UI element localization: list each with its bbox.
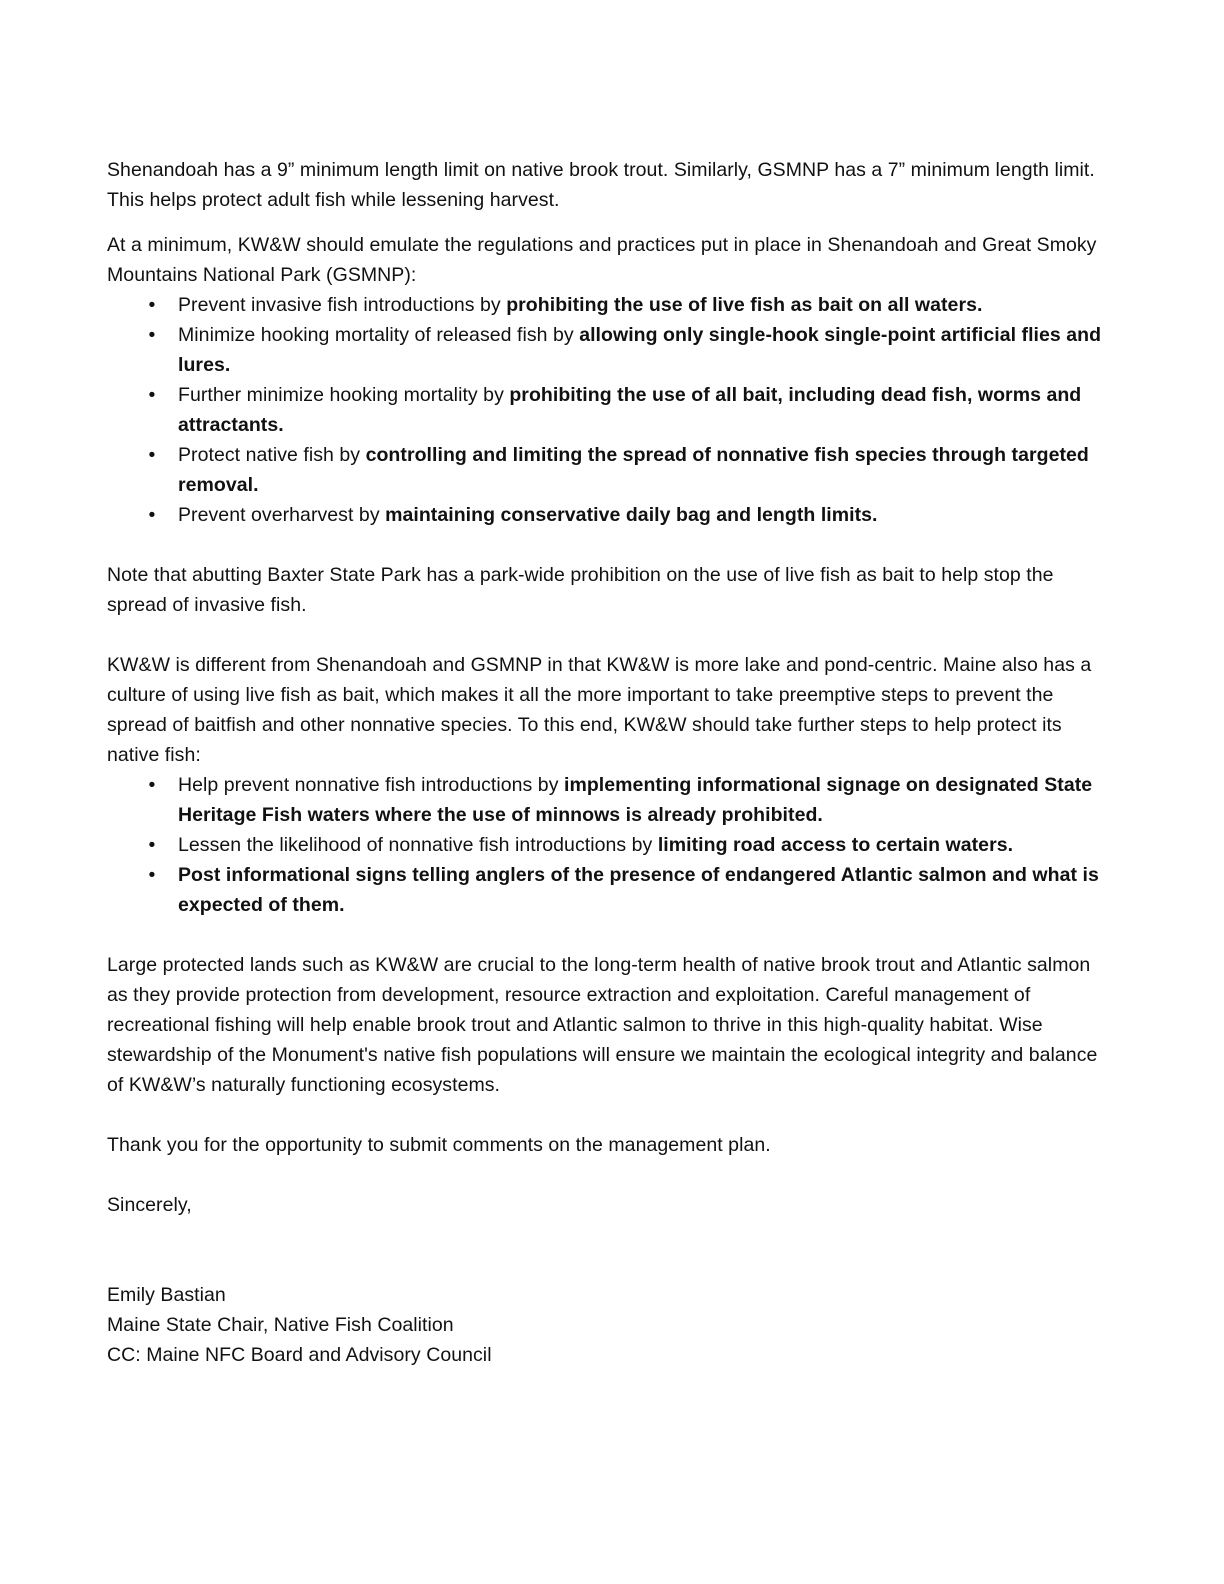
- list-item-text: Prevent invasive fish introductions by: [178, 294, 507, 316]
- bullet-icon: •: [148, 444, 156, 466]
- list-item: [107, 500, 1112, 530]
- list-item-emphasis: prohibiting the use of live fish as bait on all waters.: [506, 294, 983, 316]
- list-item: [107, 380, 1112, 440]
- list-item-text: Help prevent nonnative fish introductions by: [178, 774, 564, 796]
- cc-line: CC: Maine NFC Board and Advisory Council: [107, 1344, 492, 1366]
- bullet-icon: •: [148, 864, 156, 886]
- bullet-icon: •: [148, 834, 156, 856]
- paragraph-length-limits: Shenandoah has a 9” minimum length limit on native brook trout. Similarly, GSMNP has a 7” minimum length limit. This helps protect adult fish while lessening harvest.: [107, 159, 1095, 211]
- list-item-emphasis: allowing only single-hook single-point artificial flies and lures.: [178, 324, 1102, 376]
- list-item-emphasis: Post informational signs telling anglers of the presence of endangered Atlantic salmon and what is expected of them.: [178, 864, 1099, 916]
- bullet-icon: •: [148, 504, 156, 526]
- list-item-text: Further minimize hooking mortality by: [178, 384, 510, 406]
- bullet-icon: •: [148, 774, 156, 796]
- list-item-emphasis: prohibiting the use of all bait, including dead fish, worms and attractants.: [178, 384, 1082, 436]
- list-item-text: Lessen the likelihood of nonnative fish introductions by: [178, 834, 658, 856]
- bullet-icon: •: [148, 294, 156, 316]
- paragraph-thank-you: Thank you for the opportunity to submit comments on the management plan.: [107, 1134, 771, 1156]
- signature-block: [107, 1280, 1112, 1370]
- list-item: [107, 440, 1112, 500]
- letter-body: [107, 155, 1112, 1370]
- paragraph-protected-lands: Large protected lands such as KW&W are crucial to the long-term health of native brook trout and Atlantic salmon as they provide protection from development, resource extraction and exploitation. Careful management of recreational fishing will help enable brook trout and Atlantic salmon to thrive in this high-quality habitat. Wise stewardship of the Monument's native fish populations will ensure we maintain the ecological integrity and balance of KW&W’s naturally functioning ecosystems.: [107, 954, 1098, 1096]
- list-item: [107, 320, 1112, 380]
- list-item-emphasis: controlling and limiting the spread of nonnative fish species through targeted removal.: [178, 444, 1089, 496]
- list-item: [107, 830, 1112, 860]
- signer-name: Emily Bastian: [107, 1284, 226, 1306]
- list-item: [107, 770, 1112, 830]
- list-item: [107, 290, 1112, 320]
- list-item: [107, 860, 1112, 920]
- bullet-icon: •: [148, 384, 156, 406]
- paragraph-baxter-note: Note that abutting Baxter State Park has a park-wide prohibition on the use of live fish as bait to help stop the spread of invasive fish.: [107, 564, 1054, 616]
- list-item-emphasis: limiting road access to certain waters.: [657, 834, 1014, 856]
- list-item-text: Prevent overharvest by: [178, 504, 386, 526]
- signer-title: Maine State Chair, Native Fish Coalition: [107, 1314, 454, 1336]
- paragraph-minimum-regulations: At a minimum, KW&W should emulate the regulations and practices put in place in Shenandoah and Great Smoky Mountains National Park (GSMNP):: [107, 234, 1097, 286]
- closing: Sincerely,: [107, 1194, 192, 1216]
- paragraph-kww-difference: KW&W is different from Shenandoah and GSMNP in that KW&W is more lake and pond-centric. Maine also has a culture of using live fish as bait, which makes it all the more important to take preemptive steps to prevent the spread of baitfish and other nonnative species. To this end, KW&W should take further steps to help protect its native fish:: [107, 654, 1092, 766]
- list-item-text: Protect native fish by: [178, 444, 366, 466]
- list-item-text: Minimize hooking mortality of released fish by: [178, 324, 580, 346]
- list-item-emphasis: maintaining conservative daily bag and length limits.: [385, 504, 878, 526]
- regulations-list: [107, 290, 1112, 530]
- list-item-emphasis: implementing informational signage on designated State Heritage Fish waters where the use of minnows is already prohibited.: [178, 774, 1093, 826]
- bullet-icon: •: [148, 324, 156, 346]
- further-steps-list: [107, 770, 1112, 920]
